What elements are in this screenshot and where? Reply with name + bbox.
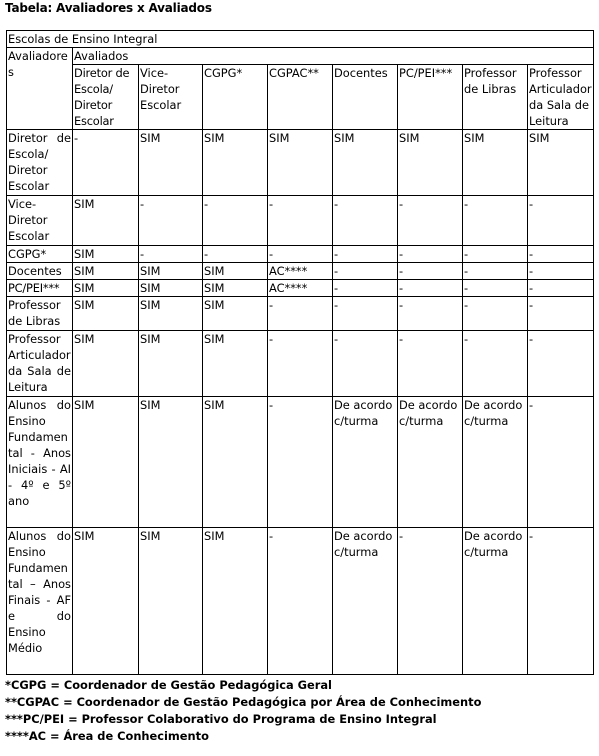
table-cell: De acordo c/turma: [463, 397, 528, 528]
table-cell: -: [268, 397, 333, 528]
table-cell: SIM: [73, 297, 139, 331]
table-cell: SIM: [73, 280, 139, 297]
table-cell: -: [398, 263, 463, 280]
table-cell: SIM: [73, 528, 139, 675]
table-cell: -: [333, 196, 398, 246]
table-cell: -: [528, 397, 594, 528]
table-cell: -: [268, 196, 333, 246]
table-row: [7, 263, 594, 280]
table-cell: SIM: [333, 130, 398, 196]
table-cell: -: [463, 280, 528, 297]
table-row: [7, 331, 594, 397]
table-cell: SIM: [73, 263, 139, 280]
col-header: CGPG*: [203, 65, 268, 130]
table-cell: -: [333, 331, 398, 397]
row-label: Professor de Libras: [7, 297, 73, 331]
table-cell: SIM: [139, 297, 203, 331]
table-cell: -: [528, 528, 594, 675]
table-cell: -: [139, 196, 203, 246]
col-header: Diretor de Escola/ Diretor Escolar: [73, 65, 139, 130]
evaluators-table: [6, 30, 594, 675]
col-header: Vice-Diretor Escolar: [139, 65, 203, 130]
table-cell: -: [333, 263, 398, 280]
row-label: Alunos do Ensino Fundamental - Anos Iniciais - AI - 4º e 5º ano: [7, 397, 73, 528]
table-cell: SIM: [203, 297, 268, 331]
table-cell: -: [398, 246, 463, 263]
footnote-cgpg: *CGPG = Coordenador de Gestão Pedagógica Geral: [5, 678, 332, 692]
table-cell: SIM: [463, 130, 528, 196]
col-header: PC/PEI***: [398, 65, 463, 130]
table-cell: -: [463, 246, 528, 263]
col-header: Docentes: [333, 65, 398, 130]
table-cell: -: [463, 196, 528, 246]
footnote-cgpac: **CGPAC = Coordenador de Gestão Pedagógica por Área de Conhecimento: [5, 695, 482, 709]
table-row: [7, 397, 594, 528]
table-cell: De acordo c/turma: [333, 528, 398, 675]
table-cell: -: [139, 246, 203, 263]
table-cell: SIM: [203, 331, 268, 397]
table-cell: -: [268, 297, 333, 331]
footnotes: [5, 677, 481, 745]
table-cell: -: [398, 280, 463, 297]
col-header: CGPAC**: [268, 65, 333, 130]
table-cell: -: [398, 297, 463, 331]
table-cell: -: [333, 246, 398, 263]
table-cell: -: [268, 528, 333, 675]
table-cell: -: [203, 196, 268, 246]
row-label: PC/PEI***: [7, 280, 73, 297]
table-cell: SIM: [398, 130, 463, 196]
table-cell: -: [333, 297, 398, 331]
table-cell: -: [268, 246, 333, 263]
table-row: [7, 528, 594, 675]
table-cell: -: [73, 130, 139, 196]
table-cell: SIM: [139, 331, 203, 397]
table-cell: -: [398, 196, 463, 246]
table-cell: SIM: [73, 246, 139, 263]
footnote-ac: ****AC = Área de Conhecimento: [5, 729, 209, 743]
row-label: Professor Articulador da Sala de Leitura: [7, 331, 73, 397]
table-cell: SIM: [73, 196, 139, 246]
table-cell: De acordo c/turma: [333, 397, 398, 528]
table-cell: -: [268, 331, 333, 397]
table-cell: -: [463, 331, 528, 397]
table-row: [7, 246, 594, 263]
row-label: Alunos do Ensino Fundamental – Anos Finais - AF e do Ensino Médio: [7, 528, 73, 675]
table-cell: -: [528, 263, 594, 280]
table-cell: -: [528, 280, 594, 297]
table-row: [7, 297, 594, 331]
table-cell: SIM: [139, 130, 203, 196]
table-cell: SIM: [139, 280, 203, 297]
row-label: CGPG*: [7, 246, 73, 263]
table-cell: -: [463, 297, 528, 331]
table-row: [7, 130, 594, 196]
table-cell: -: [528, 331, 594, 397]
table-cell: -: [528, 196, 594, 246]
table-cell: -: [528, 297, 594, 331]
section-header: Escolas de Ensino Integral: [7, 31, 594, 48]
col-group-label: Avaliados: [73, 48, 594, 65]
table-cell: SIM: [73, 331, 139, 397]
col-header: Professor de Libras: [463, 65, 528, 130]
row-label: Docentes: [7, 263, 73, 280]
table-cell: SIM: [139, 528, 203, 675]
table-cell: SIM: [203, 397, 268, 528]
table-cell: SIM: [73, 397, 139, 528]
table-cell: -: [463, 263, 528, 280]
row-label: Diretor de Escola/ Diretor Escolar: [7, 130, 73, 196]
table-cell: -: [398, 528, 463, 675]
col-header: Professor Articulador da Sala de Leitura: [529, 66, 592, 128]
row-header-label: Avaliadores: [7, 48, 73, 130]
table-cell: SIM: [268, 130, 333, 196]
table-cell: SIM: [203, 130, 268, 196]
table-cell: SIM: [203, 263, 268, 280]
table-cell: AC****: [268, 263, 333, 280]
row-label: Vice-Diretor Escolar: [7, 196, 73, 246]
table-cell: -: [398, 331, 463, 397]
table-cell: -: [528, 246, 594, 263]
table-cell: -: [333, 280, 398, 297]
table-row: [7, 280, 594, 297]
table-cell: SIM: [139, 263, 203, 280]
table-cell: SIM: [203, 528, 268, 675]
table-cell: SIM: [203, 280, 268, 297]
table-cell: -: [203, 246, 268, 263]
table-cell: De acordo c/turma: [398, 397, 463, 528]
table-cell: AC****: [268, 280, 333, 297]
table-cell: SIM: [528, 130, 594, 196]
table-cell: SIM: [139, 397, 203, 528]
footnote-pc-pei: ***PC/PEI = Professor Colaborativo do Programa de Ensino Integral: [5, 712, 437, 726]
table-cell: De acordo c/turma: [463, 528, 528, 675]
table-title: Tabela: Avaliadores x Avaliados: [5, 1, 212, 15]
table-row: [7, 196, 594, 246]
